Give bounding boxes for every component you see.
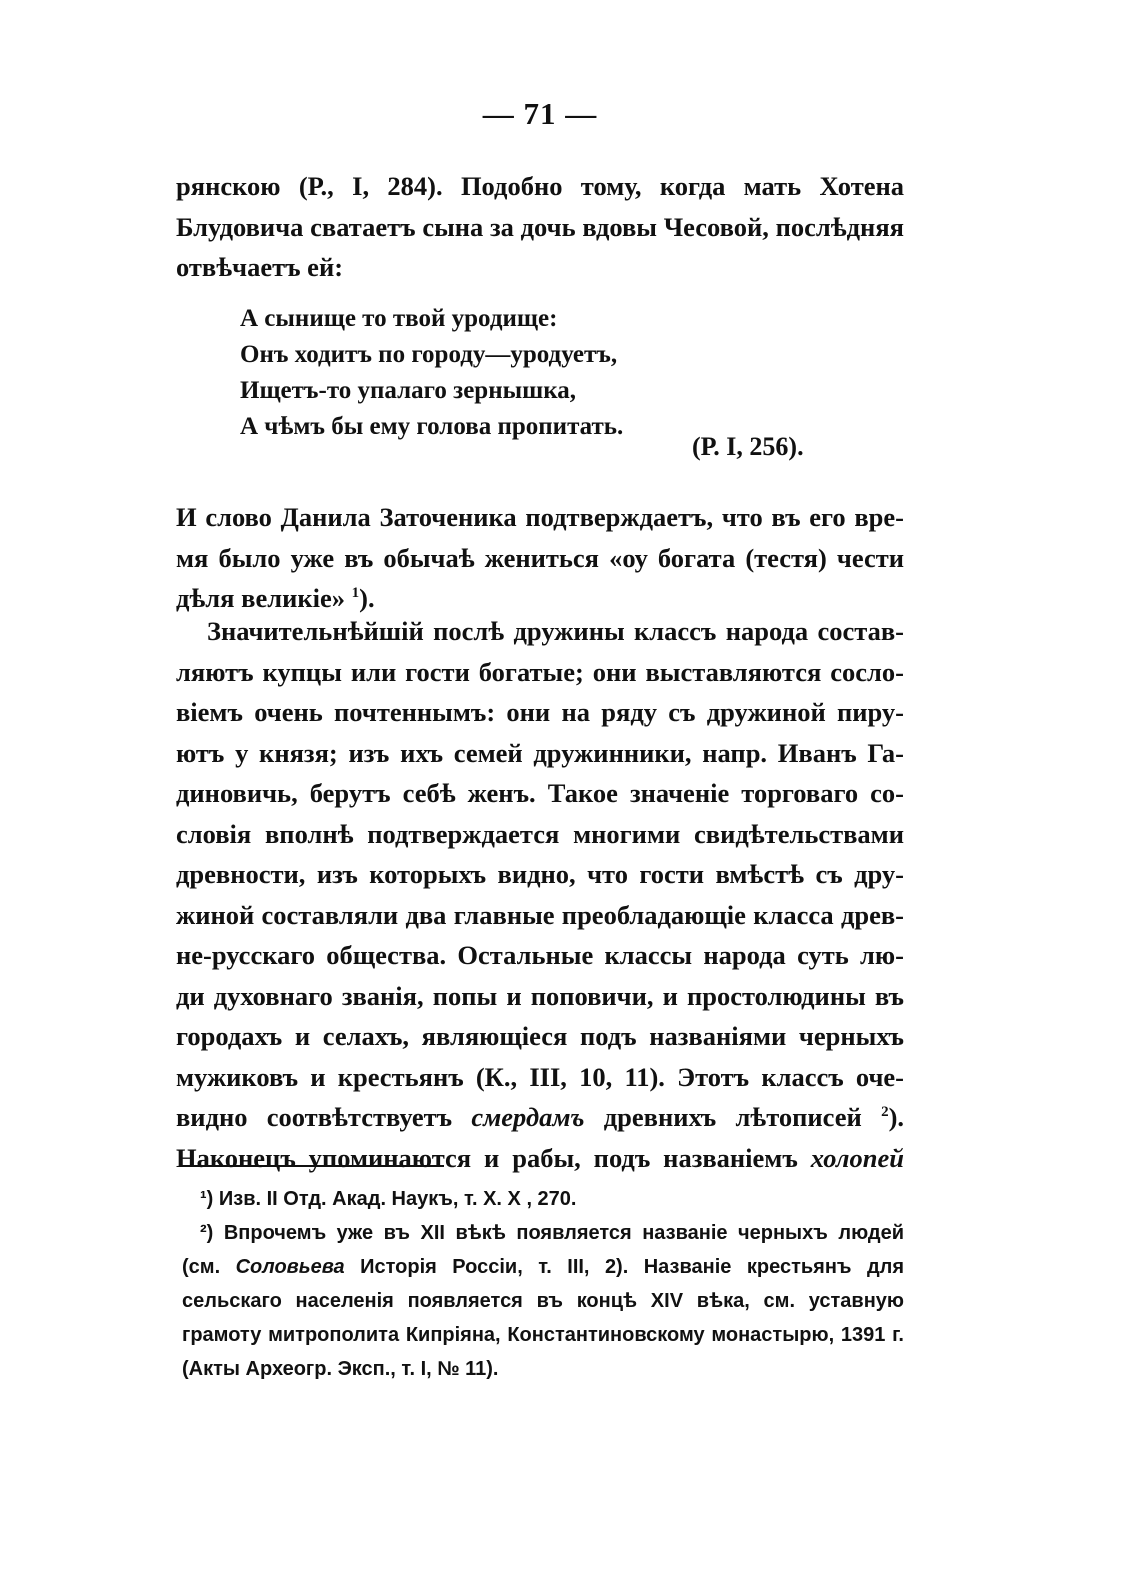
text-fragment: ).: [359, 583, 375, 613]
text-line: рянскою (Р., I, 284). Подобно тому, когда мать Хотена: [176, 171, 904, 201]
text-fragment: Исторія Россіи, т. III, 2). Названіе крестьянъ для: [360, 1256, 905, 1278]
paragraph-classes: [176, 611, 904, 1178]
footnote-ref: 2: [881, 1104, 889, 1120]
italic-term: холопей: [810, 1142, 904, 1173]
text-fragment: дѣля великіе»: [176, 583, 345, 613]
text-line: городахъ и селахъ, являющіеся подъ названіями черныхъ: [176, 1021, 904, 1051]
italic-term: Соловьева: [235, 1256, 345, 1278]
text-fragment: древнихъ лѣтописей: [603, 1102, 862, 1132]
text-line: древности, изъ которыхъ видно, что гости вмѣстѣ съ дру-: [176, 859, 904, 889]
footnote-2-line: ²) Впрочемъ уже въ XII вѣкѣ появляется названіе черныхъ людей: [200, 1222, 904, 1244]
text-line: ляютъ купцы или гости богатые; они выставляются сосло-: [176, 656, 904, 687]
text-line: словія вполнѣ подтверждается многими свидѣтельствами: [176, 818, 904, 849]
text-line: диновичь, берутъ себѣ женъ. Такое значеніе торговаго со-: [176, 778, 904, 808]
italic-term: смердамъ: [471, 1102, 585, 1132]
text-line: віемъ очень почтеннымъ: они на ряду съ дружиной пиру-: [176, 697, 904, 727]
footnote-2-line: сельскаго населенія появляется въ концѣ XIV вѣка, см. уставную: [182, 1290, 904, 1312]
paragraph-continuation: [176, 166, 904, 288]
text-fragment: видно соотвѣтствуетъ: [176, 1102, 453, 1132]
verse-quote: [240, 301, 623, 445]
text-line: И слово Данила Заточеника подтверждаетъ, что въ его вре-: [176, 502, 904, 532]
ref-group: [881, 1102, 904, 1132]
footnote-2-line: (Акты Археогр. Эксп., т. I, № 11).: [182, 1358, 499, 1380]
text-fragment: Наконецъ упоминаются и рабы, подъ названіемъ: [176, 1142, 798, 1173]
text-line: ютъ у князя; изъ ихъ семей дружинники, напр. Иванъ Га-: [176, 737, 904, 768]
page-number: — 71 —: [482, 96, 598, 131]
footnote-1: ¹) Изв. II Отд. Акад. Наукъ, т. X. X , 270.: [200, 1188, 577, 1210]
text-line: не-русскаго общества. Остальные классы народа суть лю-: [176, 940, 904, 970]
footnote-ref: 1: [351, 585, 360, 601]
footnote-2-line: [182, 1250, 904, 1284]
verse-citation: (Р. I, 256).: [692, 432, 804, 461]
verse-line: А сынище то твой уродище:: [240, 305, 558, 332]
verse-line: Онъ ходитъ по городу—уродуетъ,: [240, 341, 618, 368]
text-line: Блудовича сватаетъ сына за дочь вдовы Чесовой, послѣдняя: [176, 211, 904, 242]
text-line: Значительнѣйшій послѣ дружины классъ народа состав-: [207, 616, 904, 646]
text-line: мужиковъ и крестьянъ (К., III, 10, 11). Этотъ классъ оче-: [176, 1061, 904, 1092]
footnote-separator: [180, 1165, 444, 1167]
verse-line: А чѣмъ бы ему голова пропитать.: [240, 413, 624, 440]
text-line: отвѣчаетъ ей:: [176, 252, 344, 282]
text-line: [176, 1138, 904, 1179]
text-line: ди духовнаго званія, попы и поповичи, и простолюдины въ: [176, 980, 904, 1011]
text-line: мя было уже въ обычаѣ жениться «оу богата (тестя) чести: [176, 542, 904, 573]
footnotes: [182, 1182, 904, 1386]
text-line: [176, 1097, 904, 1138]
footnote-2-line: грамоту митрополита Кипріяна, Константиновскому монастырю, 1391 г.: [182, 1324, 904, 1346]
text-fragment: ).: [888, 1102, 905, 1132]
paragraph-daniel: [176, 497, 904, 619]
verse-line: Ищетъ-то упалаго зернышка,: [240, 377, 577, 404]
text-line: жиной составляли два главные преобладающіе класса древ-: [176, 899, 904, 930]
text-fragment: (см.: [182, 1256, 221, 1278]
